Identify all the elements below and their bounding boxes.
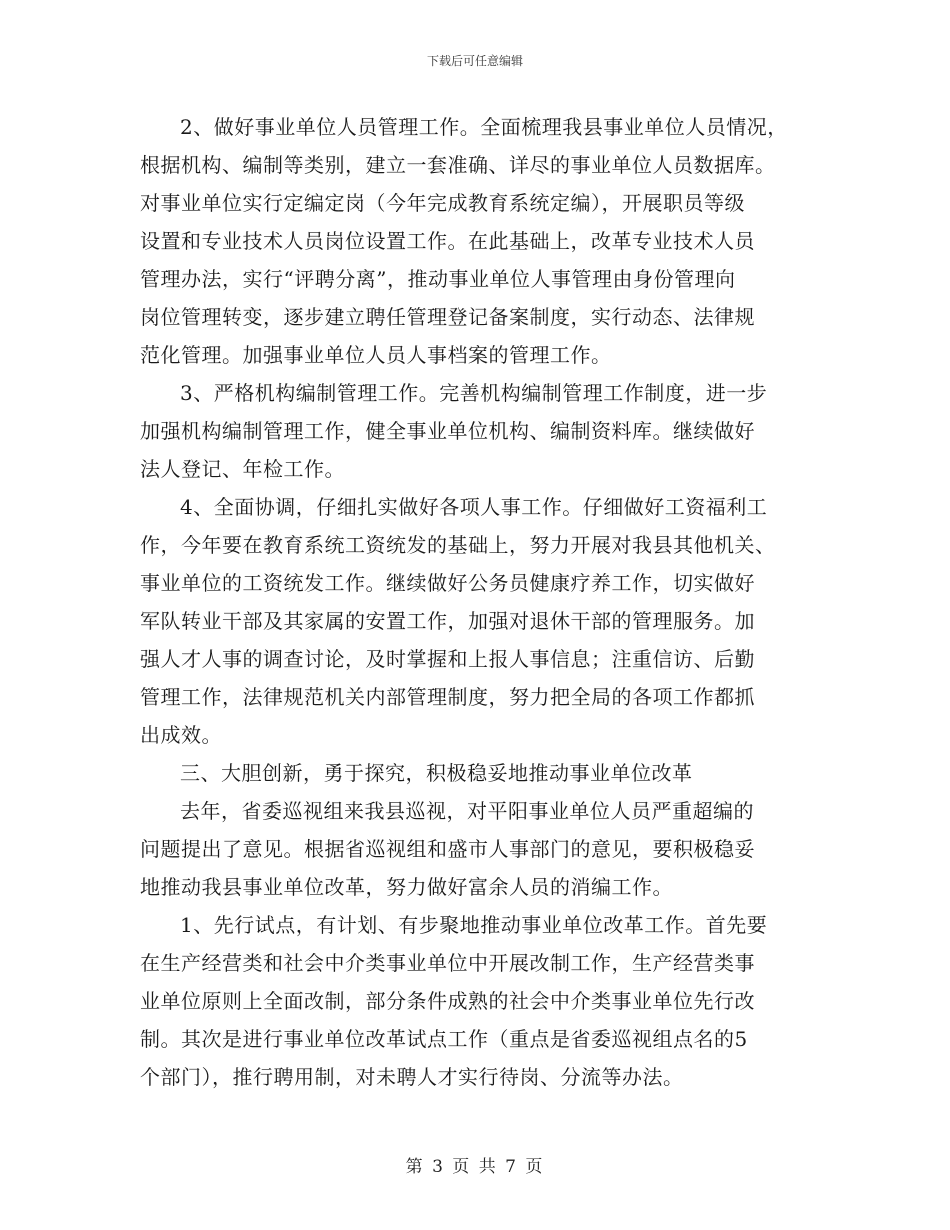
- paragraph-line: 4、全面协调，仔细扎实做好各项人事工作。仔细做好工资福利工: [180, 495, 768, 519]
- paragraph-line: 业单位原则上全面改制，部分条件成熟的社会中介类事业单位先行改: [140, 989, 755, 1013]
- paragraph-line: 强人才人事的调查讨论，及时掌握和上报人事信息；注重信访、后勤: [140, 647, 755, 671]
- paragraph-line: 范化管理。加强事业单位人员人事档案的管理工作。: [140, 343, 612, 367]
- paragraph-line: 管理工作，法律规范机关内部管理制度，努力把全局的各项工作都抓: [140, 685, 755, 709]
- paragraph-line: 岗位管理转变，逐步建立聘任管理登记备案制度，实行动态、法律规: [140, 305, 755, 329]
- paragraph-line: 1、先行试点，有计划、有步聚地推动事业单位改革工作。首先要: [180, 913, 768, 937]
- paragraph-line: 出成效。: [140, 723, 222, 747]
- paragraph-line: 作，今年要在教育系统工资统发的基础上，努力开展对我县其他机关、: [140, 533, 776, 557]
- paragraph-line: 个部门），推行聘用制，对未聘人才实行待岗、分流等办法。: [140, 1065, 684, 1089]
- section-heading: 三、大胆创新，勇于探究，积极稳妥地推动事业单位改革: [180, 761, 693, 785]
- paragraph-line: 事业单位的工资统发工作。继续做好公务员健康疗养工作，切实做好: [140, 571, 755, 595]
- paragraph-line: 问题提出了意见。根据省巡视组和盛市人事部门的意见，要积极稳妥: [140, 837, 755, 861]
- paragraph-line: 根据机构、编制等类别，建立一套准确、详尽的事业单位人员数据库。: [140, 153, 776, 177]
- paragraph-line: 设置和专业技术人员岗位设置工作。在此基础上，改革专业技术人员: [140, 229, 755, 253]
- paragraph-line: 去年，省委巡视组来我县巡视，对平阳事业单位人员严重超编的: [180, 799, 754, 823]
- paragraph-line: 3、严格机构编制管理工作。完善机构编制管理工作制度，进一步: [180, 381, 768, 405]
- page-number: 第 3 页 共 7 页: [405, 1157, 545, 1177]
- paragraph-line: 地推动我县事业单位改革，努力做好富余人员的消编工作。: [140, 875, 673, 899]
- header-note: 下载后可任意编辑: [426, 54, 523, 68]
- paragraph-line: 管理办法，实行“评聘分离”，推动事业单位人事管理由身份管理向: [140, 267, 736, 291]
- paragraph-line: 对事业单位实行定编定岗（今年完成教育系统定编），开展职员等级: [140, 191, 745, 215]
- document-body: [140, 108, 812, 1096]
- paragraph-line: 法人登记、年检工作。: [140, 457, 345, 481]
- paragraph-line: 加强机构编制管理工作，健全事业单位机构、编制资料库。继续做好: [140, 419, 755, 443]
- paragraph-line: 军队转业干部及其家属的安置工作，加强对退休干部的管理服务。加: [140, 609, 755, 633]
- paragraph-line: 2、做好事业单位人员管理工作。全面梳理我县事业单位人员情况，: [180, 115, 788, 139]
- paragraph-line: 在生产经营类和社会中介类事业单位中开展改制工作，生产经营类事: [140, 951, 755, 975]
- paragraph-line: 制。其次是进行事业单位改革试点工作（重点是省委巡视组点名的5: [140, 1027, 748, 1051]
